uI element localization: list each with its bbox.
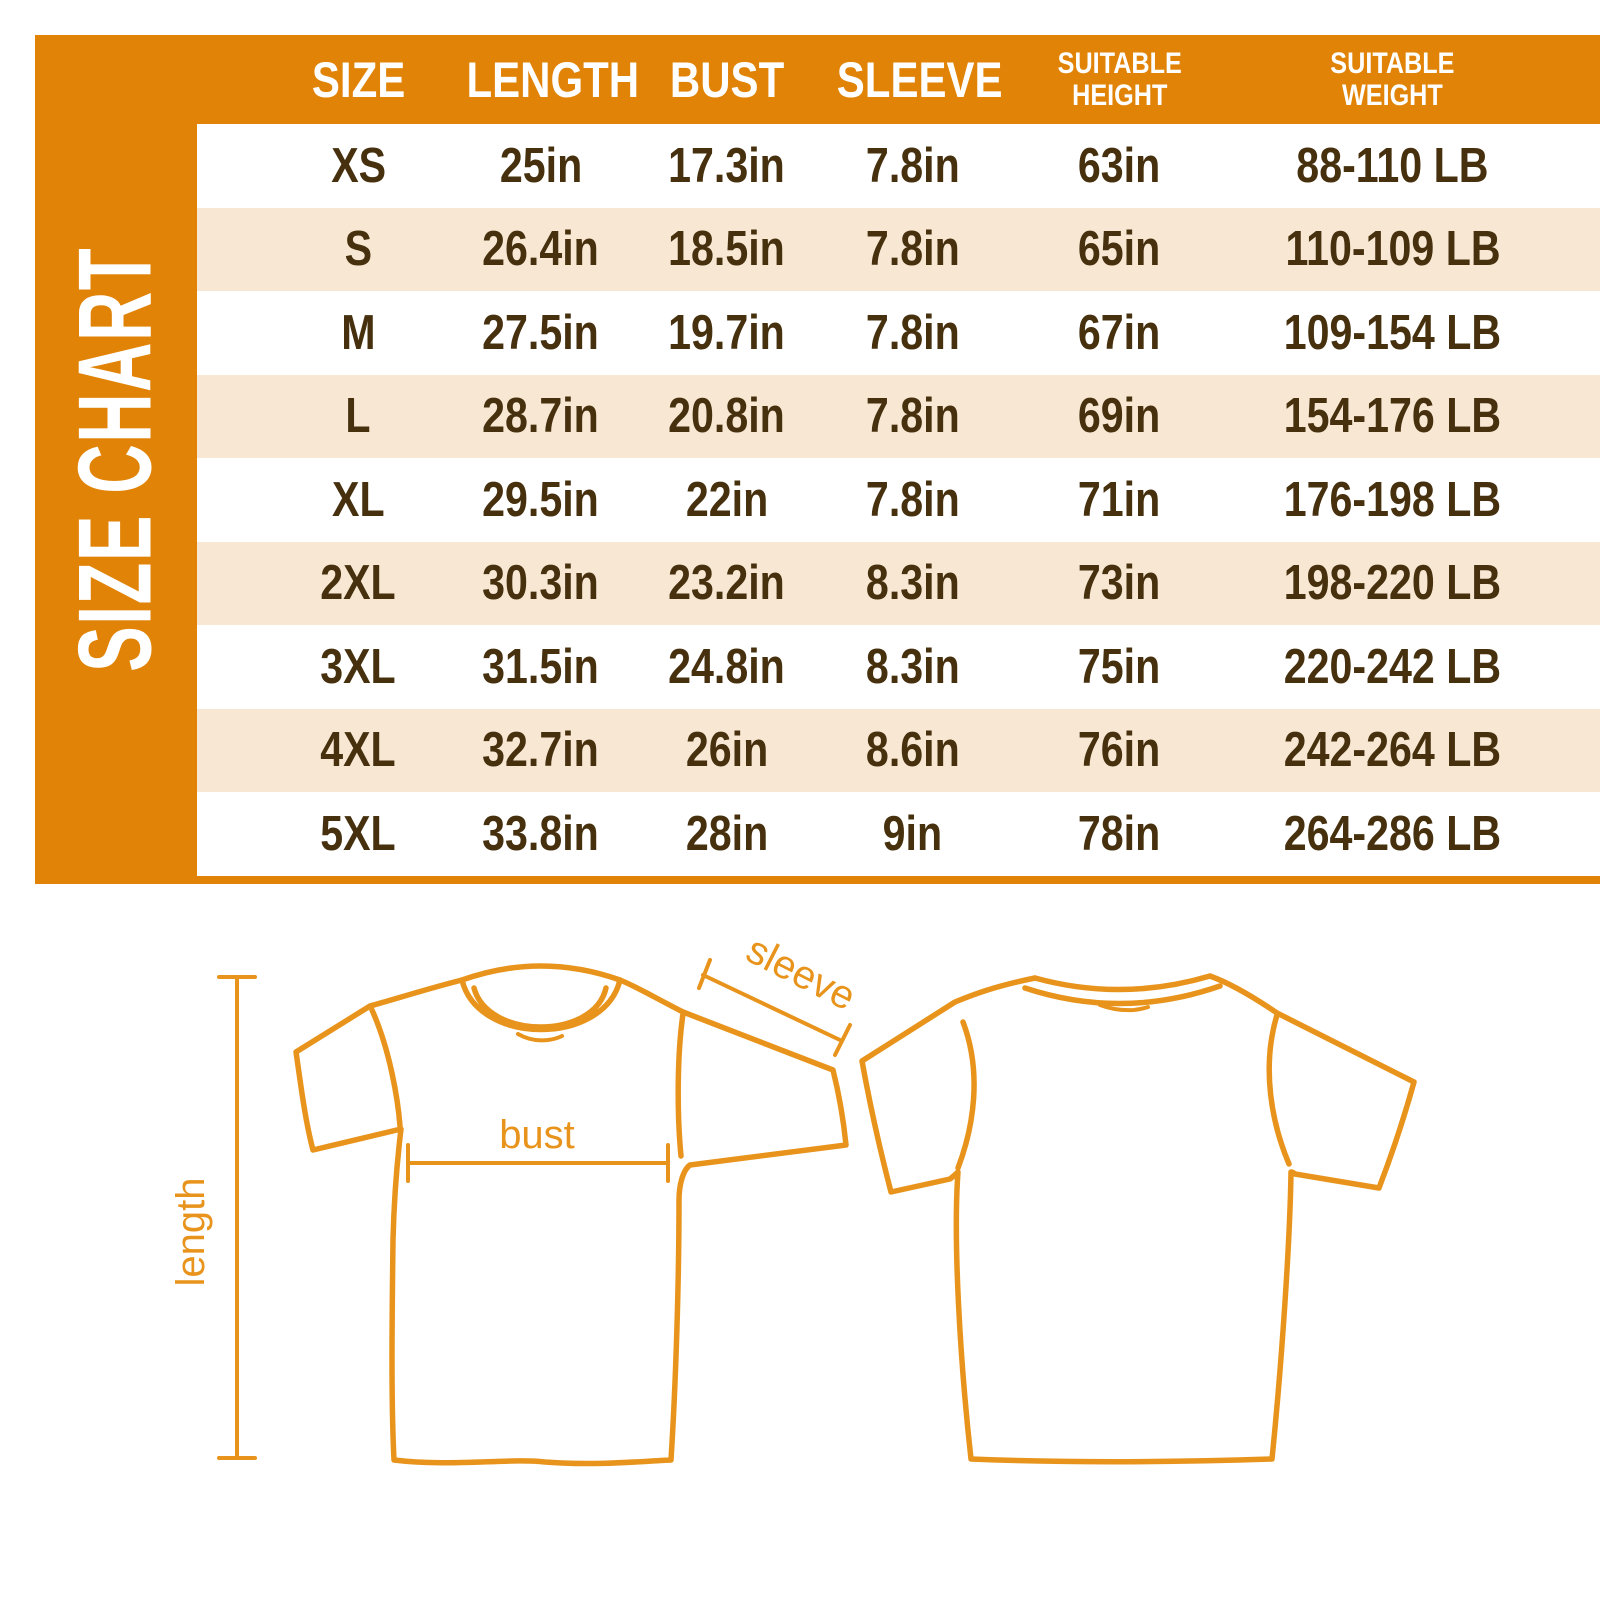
cell-size — [197, 639, 450, 695]
cell-value: 198-220 LB — [1283, 556, 1502, 611]
cell-length — [450, 138, 632, 194]
cell-size — [197, 806, 450, 862]
cell-value: 75in — [1078, 639, 1161, 694]
cell-value: 63in — [1078, 138, 1161, 193]
cell-height — [1004, 555, 1235, 611]
cell-size — [197, 221, 450, 277]
table-row — [197, 208, 1600, 292]
length-measure-line — [219, 977, 255, 1458]
table-row — [197, 291, 1600, 375]
cell-weight — [1235, 388, 1600, 444]
cell-value: 76in — [1078, 723, 1161, 778]
cell-value: 67in — [1078, 305, 1161, 360]
cell-value: 27.5in — [482, 305, 600, 360]
cell-value: 24.8in — [668, 639, 785, 694]
cell-height — [1004, 221, 1235, 277]
sidebar-title-bar — [35, 35, 197, 884]
back-armhole-seams — [958, 1015, 1289, 1168]
cell-value: 264-286 LB — [1283, 806, 1502, 861]
cell-length — [450, 806, 632, 862]
front-collar — [462, 966, 620, 1030]
cell-weight — [1235, 722, 1600, 778]
cell-size — [197, 722, 450, 778]
column-header-suitable-height: SUITABLE HEIGHT — [1057, 47, 1182, 112]
cell-weight — [1235, 806, 1600, 862]
cell-weight — [1235, 555, 1600, 611]
cell-value: 31.5in — [482, 639, 600, 694]
cell-sleeve — [821, 722, 1003, 778]
cell-bust — [632, 305, 821, 361]
table-row — [197, 124, 1600, 208]
table-row — [197, 709, 1600, 793]
table-header-row — [197, 35, 1600, 124]
column-header-sleeve: SLEEVE — [837, 51, 1003, 108]
cell-value: 30.3in — [482, 556, 600, 611]
cell-length — [450, 639, 632, 695]
cell-value: 2XL — [320, 556, 397, 611]
cell-size — [197, 388, 450, 444]
cell-value: 26in — [685, 723, 768, 778]
column-header-bust: BUST — [669, 51, 784, 108]
cell-size — [197, 472, 450, 528]
cell-length — [450, 722, 632, 778]
size-table — [35, 35, 1600, 884]
tshirt-back-outline — [862, 976, 1414, 1462]
table-row — [197, 625, 1600, 709]
cell-sleeve — [821, 305, 1003, 361]
cell-value: S — [344, 222, 372, 277]
cell-bust — [632, 806, 821, 862]
cell-value: 110-109 LB — [1284, 222, 1501, 277]
back-collar — [1025, 976, 1220, 1004]
cell-value: 7.8in — [865, 389, 960, 444]
cell-weight — [1235, 639, 1600, 695]
cell-height — [1004, 722, 1235, 778]
cell-bust — [632, 138, 821, 194]
cell-value: 7.8in — [865, 305, 960, 360]
cell-value: 28in — [685, 806, 768, 861]
cell-value: 17.3in — [668, 138, 785, 193]
cell-bust — [632, 388, 821, 444]
cell-value: 69in — [1078, 389, 1161, 444]
cell-size — [197, 555, 450, 611]
cell-weight — [1235, 138, 1600, 194]
cell-size — [197, 305, 450, 361]
cell-value: 20.8in — [668, 389, 785, 444]
cell-sleeve — [821, 388, 1003, 444]
cell-height — [1004, 806, 1235, 862]
cell-size — [197, 138, 450, 194]
cell-length — [450, 221, 632, 277]
cell-value: 220-242 LB — [1283, 639, 1502, 694]
cell-sleeve — [821, 639, 1003, 695]
cell-value: L — [345, 389, 371, 444]
cell-value: 8.6in — [865, 723, 960, 778]
cell-sleeve — [821, 472, 1003, 528]
cell-value: 26.4in — [482, 222, 600, 277]
cell-value: 32.7in — [482, 723, 600, 778]
cell-height — [1004, 388, 1235, 444]
cell-height — [1004, 138, 1235, 194]
cell-value: 8.3in — [865, 639, 960, 694]
cell-value: 28.7in — [482, 389, 600, 444]
cell-bust — [632, 221, 821, 277]
cell-value: 25in — [499, 138, 582, 193]
cell-weight — [1235, 221, 1600, 277]
cell-value: 4XL — [320, 723, 397, 778]
cell-value: 109-154 LB — [1283, 305, 1502, 360]
cell-value: 19.7in — [668, 305, 785, 360]
cell-length — [450, 388, 632, 444]
cell-bust — [632, 555, 821, 611]
cell-value: 7.8in — [865, 222, 960, 277]
cell-value: 22in — [685, 472, 768, 527]
cell-value: 71in — [1078, 472, 1161, 527]
table-row — [197, 792, 1600, 876]
bust-label: bust — [499, 1113, 575, 1157]
cell-value: 73in — [1078, 556, 1161, 611]
table-bottom-border — [197, 876, 1600, 885]
measurement-diagram — [0, 900, 1600, 1600]
cell-value: 33.8in — [482, 806, 600, 861]
table-content — [197, 35, 1600, 884]
cell-value: 154-176 LB — [1283, 389, 1502, 444]
table-body — [197, 124, 1600, 876]
cell-bust — [632, 472, 821, 528]
column-header-size: SIZE — [311, 51, 405, 108]
cell-sleeve — [821, 221, 1003, 277]
cell-length — [450, 305, 632, 361]
cell-sleeve — [821, 806, 1003, 862]
cell-height — [1004, 639, 1235, 695]
cell-value: XS — [330, 138, 386, 193]
cell-value: 88-110 LB — [1296, 138, 1489, 193]
sleeve-label: sleeve — [739, 927, 863, 1020]
cell-value: 29.5in — [482, 472, 600, 527]
cell-height — [1004, 472, 1235, 528]
cell-length — [450, 555, 632, 611]
cell-value: 8.3in — [865, 556, 960, 611]
table-row — [197, 542, 1600, 626]
cell-value: 78in — [1078, 806, 1161, 861]
cell-value: 5XL — [320, 806, 397, 861]
cell-value: 18.5in — [668, 222, 785, 277]
cell-bust — [632, 639, 821, 695]
cell-value: 7.8in — [865, 472, 960, 527]
cell-value: 3XL — [320, 639, 397, 694]
column-header-suitable-weight: SUITABLE WEIGHT — [1330, 47, 1455, 112]
cell-value: XL — [331, 472, 385, 527]
cell-height — [1004, 305, 1235, 361]
cell-value: 176-198 LB — [1283, 472, 1502, 527]
table-row — [197, 458, 1600, 542]
cell-value: 9in — [882, 806, 943, 861]
column-header-length: LENGTH — [465, 51, 639, 108]
tshirt-front-outline — [296, 966, 846, 1464]
cell-value: 65in — [1078, 222, 1161, 277]
cell-sleeve — [821, 138, 1003, 194]
cell-value: M — [341, 305, 376, 360]
cell-value: 242-264 LB — [1283, 723, 1502, 778]
cell-value: 23.2in — [668, 556, 785, 611]
cell-length — [450, 472, 632, 528]
cell-value: 7.8in — [865, 138, 960, 193]
length-label: length — [169, 1177, 213, 1287]
cell-weight — [1235, 305, 1600, 361]
front-collar-stitch — [518, 1034, 562, 1040]
cell-weight — [1235, 472, 1600, 528]
page-title: SIZE CHART — [57, 246, 174, 673]
cell-bust — [632, 722, 821, 778]
cell-sleeve — [821, 555, 1003, 611]
table-row — [197, 375, 1600, 459]
